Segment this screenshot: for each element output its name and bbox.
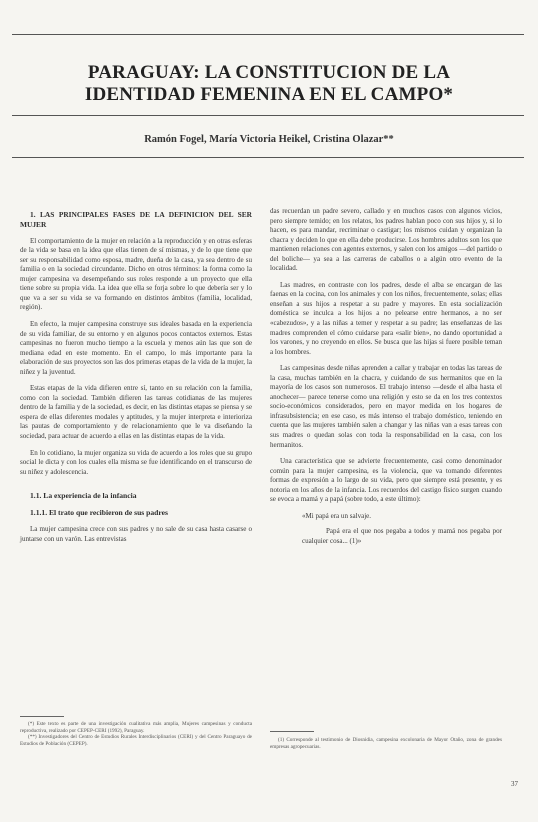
body-paragraph: En lo cotidiano, la mujer organiza su vida de acuerdo a los roles que su grupo social le dicta y con los cuales ella misma se fue identificando en el transcurso de su niñez y adolescencia. bbox=[20, 448, 252, 476]
section-heading: 1. LAS PRINCIPALES FASES DE LA DEFINICION DEL SER MUJER bbox=[20, 210, 252, 229]
footnote: (**) Investigadores del Centro de Estudios Rurales Interdisciplinarios (CERI) y del Centro Paraguayo de Estudios de Población (CEPEP). bbox=[20, 734, 252, 747]
quote-line: Papá era el que nos pegaba a todos y mamá nos pegaba por cualquier cosa... (1)» bbox=[302, 527, 502, 545]
body-paragraph: La mujer campesina crece con sus padres y no sale de su casa hasta casarse o juntarse con un varón. Las entrevistas bbox=[20, 525, 252, 543]
body-paragraph: Estas etapas de la vida difieren entre sí, tanto en su relación con la familia, como con la sociedad. También difieren las tareas cotidianas de las mujeres dentro de la familia y de la sociedad, es decir, en las distintas etapas se piensa y se espera de ellas diferentes modales y aptitudes, y la mujer interpreta e interioriza las pautas de comportamiento y de relacionamiento que le va diseñando la sociedad, para actuar de acuerdo a ellas en las distintas etapas de la vida. bbox=[20, 384, 252, 440]
left-column bbox=[20, 210, 252, 551]
body-paragraph: Las madres, en contraste con los padres, desde el alba se encargan de las faenas en la cocina, con los animales y con los niños, frecuentemente, solas; ellas enseñan a sus hijos a respetar a su padre y mayores. En esta socialización doméstica se inculca a los hijos a no pelearse entre hermanos, a no ser «cabezudos», y a las niñas a temer y respetar a su padre; las enseñanzas de las madres comprenden el cómo cuidarse para «salir bien», no dando oportunidad a los varones, y no creyendo en ellos. Se busca que las hijas si fuere posible teman a los hombres. bbox=[270, 280, 502, 356]
footnotes-left bbox=[20, 721, 252, 747]
page-number: 37 bbox=[511, 780, 518, 788]
footnote-rule-left bbox=[20, 716, 64, 717]
subsection-heading: 1.1. La experiencia de la infancia bbox=[30, 491, 137, 501]
quote-line: «Mi papá era un salvaje. bbox=[302, 511, 372, 520]
subsubsection-heading: 1.1.1. El trato que recibieron de sus padres bbox=[30, 508, 168, 518]
body-paragraph: Las campesinas desde niñas aprenden a callar y trabajar en todas las tareas de la casa, muchas también en la chacra, y cuidando de sus hermanitos que en la mayoría de los casos son numerosos. El trabajo intenso —desde el alba hasta el anochecer— parece tenerse como una religión y esto se da en los tres contextos socio-económicos considerados, pero en mayor medida en los hogares de infrasubsistencia; en ese caso, es más intenso el trabajo doméstico, teniendo en cuenta que las mujeres también salen a changar y las niñas van a esas tareas con sus madres o quedan solas con toda la responsabilidad en la casa, con los hermanitos. bbox=[270, 364, 502, 449]
footnote: (*) Este texto es parte de una investigación cualitativa más amplia, Mujeres campesinas y conducta reproductiva, realizado por CEPEP-CERI (1992), Paraguay. bbox=[20, 721, 252, 734]
footnote-rule-right bbox=[270, 731, 314, 732]
body-paragraph: El comportamiento de la mujer en relación a la reproducción y en otras esferas de la vida se basa en la idea que ellas tienen de sí mismas, y de lo que tiene que ser su responsabilidad como esposa, madre, dueña de la casa, ya sea dentro de su familia o en la sociedad circundante. Dicho en otros términos: la forma como la mujer campesina va desempeñando sus roles responde a un proyecto que ella tiene sobre su propia vida. La idea que ella se forja sobre lo que debería ser y lo que va a ser su vida se va formando en distintos ámbitos (familia, localidad, región). bbox=[20, 236, 252, 312]
footnotes-right bbox=[270, 737, 502, 750]
top-rule bbox=[12, 34, 524, 35]
right-column bbox=[270, 207, 502, 553]
footnote: (1) Corresponde al testimonio de Diosnidia, campesina excolonaria de Mayor Otaño, zona de grandes empresas agropecuarias. bbox=[270, 737, 502, 750]
body-paragraph: das recuerdan un padre severo, callado y en muchos casos con algunos vicios, pero siempre temido; en los relatos, los padres hablan poco con sus hijos y, si lo hacen, es para mandar, recriminar o castigar; los mismos cuidan y organizan la chacra y deciden lo que en ella debe producirse. Los hombres adultos son los que mantienen relaciones con agentes externos, y salen con los amigos —del partido o del boliche— ya sea a las carreras de caballos o a algún otro evento de la localidad. bbox=[270, 207, 502, 273]
title-rule bbox=[12, 115, 524, 116]
article-authors: Ramón Fogel, María Victoria Heikel, Cristina Olazar** bbox=[144, 134, 394, 145]
article-title: PARAGUAY: LA CONSTITUCION DE LA IDENTIDAD FEMENINA EN EL CAMPO* bbox=[84, 62, 454, 105]
body-paragraph: En efecto, la mujer campesina construye sus ideales basada en la experiencia de su vida familiar, de su entorno y en algunos pocos contactos externos. Estas campesinas no fueron mucho tiempo a la escuela y menos aún las que son de mediana edad en este momento. En el campo, lo más importante para la elaboración de sus proyectos son las dos primeras etapas de la vida de la mujer, la niñez y la juventud. bbox=[20, 319, 252, 376]
authors-rule bbox=[12, 157, 524, 158]
body-paragraph: Una característica que se advierte frecuentemente, casi como denominador común para la mujer campesina, es la violencia, que va tomando diferentes formas de expresión a lo largo de su vida, pero que siempre está presente, y es notoria en los años de la infancia. Los recuerdos del castigo físico surgen cuando se evoca a mamá y a papá (sobre todo, a este último): bbox=[270, 457, 502, 504]
